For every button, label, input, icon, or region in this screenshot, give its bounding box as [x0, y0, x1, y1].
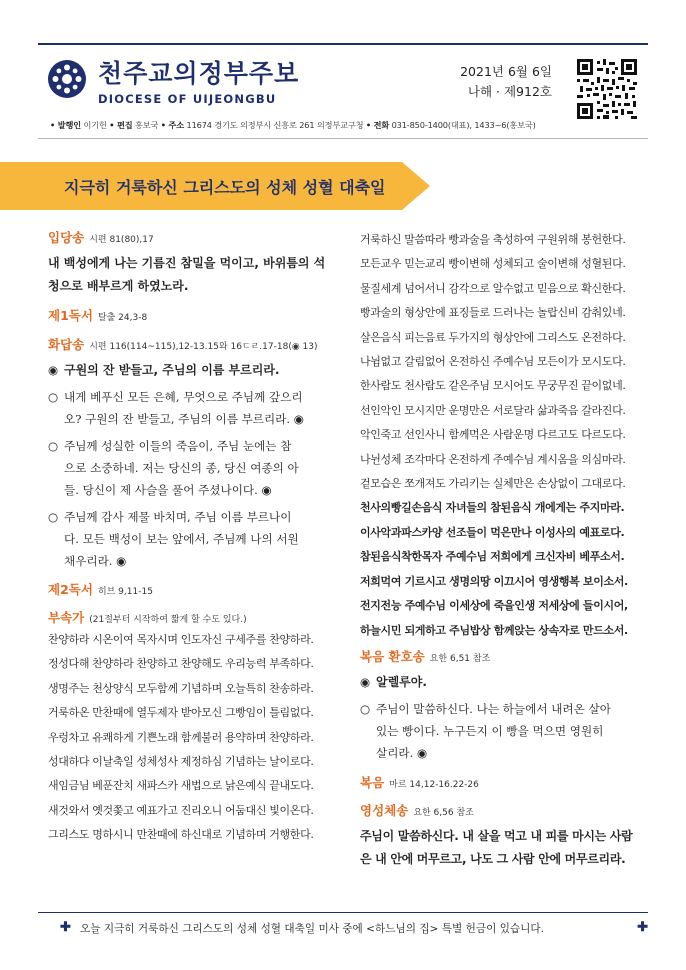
header-separator [38, 138, 648, 139]
sequence-line: 거룩하신 말씀따라 빵과술을 축성하여 구원위해 봉헌한다. [360, 233, 626, 246]
psalm-response: ◉ 구원의 잔 받들고, 주님의 이름 부르리라. [48, 359, 334, 381]
alleluia-heading: 복음 환호송 요한 6,51 참조 [360, 648, 491, 664]
footer-notice [38, 920, 648, 940]
sequence-line: 찬양하라 시온이여 목자시며 인도자신 구세주를 찬양하라. [48, 633, 314, 646]
sequence-line: 새것와서 옛것쫓고 예표가고 진리오니 어둠대신 빛이온다. [48, 803, 314, 817]
response-mark: ◉ [360, 674, 371, 689]
sequence-line: 그리스도 명하시니 만찬때에 하신대로 기념하며 거행한다. [48, 828, 314, 842]
sequence-line: 정성다해 찬양하라 찬양하고 찬양해도 우리능력 부족하다. [48, 657, 314, 671]
gospel-heading: 복음 마르 14,12-16.22-26 [360, 774, 479, 790]
sequence-line: 살은음식 피는음료 두가지의 형상안에 그리스도 온전하다. [360, 330, 626, 344]
sequence-line: 나뉨없고 갈림없어 온전하신 주예수님 모든이가 모시도다. [360, 355, 626, 369]
alleluia-response: ◉ 알렐루야. [360, 671, 642, 693]
psalm-heading: 화답송 시편 116(114~115),12-13.15와 16ㄷㄹ.17-18(◉ 13) [48, 337, 318, 352]
publication-info: • 발행인 이기헌 • 편집 홍보국 • 주소 11674 경기도 의정부시 신흥로 261 의정부교구청 • 전화 031-850-1400(대표), 1433~6(홍보국) [50, 120, 536, 130]
verse-mark: ○ [360, 701, 371, 716]
bulletin-subtitle: DIOCESE OF UIJEONGBU [98, 92, 277, 106]
verse-mark: ○ [48, 390, 59, 404]
verse-mark: ○ [48, 510, 59, 524]
sequence-line: 나뉜성체 조각마다 온전하게 주예수님 계시옴을 의심마라. [360, 452, 626, 466]
sequence-line: 거룩하온 만찬때에 열두제자 받아모신 그빵임이 틀림없다. [48, 706, 314, 720]
sequence-heading: 부속가 (21절부터 시작하여 짧게 할 수도 있다.) [48, 610, 247, 625]
reading1-heading: 제1독서 탈출 24,3-8 [48, 308, 148, 323]
sequence-line: 성대하다 이날축일 성체성사 제정하심 기념하는 날이로다. [48, 755, 314, 769]
sequence-text-right-bold [360, 496, 642, 642]
psalm-verse: ○ 주님께 성실한 이들의 죽음이, 주님 눈에는 참 으로 소중하네. 저는 당신의 종, 당신 여종의 아 들. 당신이 제 사슬을 풀어 주셨나이다. ◉ [48, 435, 334, 501]
left-column [48, 228, 334, 848]
right-column [360, 228, 642, 879]
sequence-text-right [360, 228, 642, 496]
qr-code-icon[interactable] [577, 59, 637, 119]
reading2-heading: 제2독서 히브 9,11-15 [48, 582, 153, 597]
communion-antiphon: 주님이 말씀하신다. 내 살을 먹고 내 피를 마시는 사람 은 내 안에 머무르고, 나도 그 사람 안에 머무르리라. [360, 828, 633, 866]
cross-icon: ✚ [637, 920, 648, 935]
sequence-line: 저희먹여 기르시고 생명의땅 이끄시어 영생행복 보이소서. [360, 574, 628, 588]
sequence-line: 우렁차고 유쾌하게 기쁜노래 함께불러 용약하며 찬양하라. [48, 730, 314, 744]
sequence-line: 이사악과파스카양 선조들이 먹은만나 이성사의 예표로다. [360, 525, 625, 539]
sequence-line: 새임금님 베푼잔치 새파스카 새법으로 낡은예식 끝내도다. [48, 779, 314, 793]
communion-heading: 영성체송 요한 6,56 참조 [360, 802, 474, 818]
footer-text: 오늘 지극히 거룩하신 그리스도의 성체 성혈 대축일 미사 중에 <하느님의 집> 특별 헌금이 있습니다. [80, 923, 545, 935]
entrance-antiphon: 내 백성에게 나는 기름진 참밀을 먹이고, 바위틈의 석 청으로 배부르게 하였노라. [48, 256, 326, 293]
feast-title: 지극히 거룩하신 그리스도의 성체 성혈 대축일 [64, 178, 386, 197]
sequence-line: 빵과술의 형상안에 표징들로 드러나는 놀랍신비 감춰있네. [360, 306, 626, 320]
issue-info [460, 62, 552, 102]
psalm-verse: ○ 주님께 감사 제물 바치며, 주님 이름 부르나이 다. 모든 백성이 보는 앞에서, 주님께 나의 서원 채우리라. ◉ [48, 506, 334, 572]
alleluia-verse: ○ 주님이 말씀하신다. 나는 하늘에서 내려온 살아 있는 빵이다. 누구든지 이 빵을 먹으면 영원히 살리라. ◉ [360, 698, 642, 764]
sequence-line: 천사의빵길손음식 자녀들의 참된음식 개에게는 주지마라. [360, 501, 625, 515]
sequence-line: 선인악인 모시지만 운명만은 서로달라 삶과죽음 갈라진다. [360, 403, 626, 417]
sequence-line: 모든교우 믿는교리 빵이변해 성체되고 술이변해 성혈된다. [360, 257, 626, 271]
sequence-text-left [48, 628, 334, 848]
sequence-line: 전지전능 주예수님 이세상에 죽을인생 저세상에 들이시어, [360, 599, 628, 613]
cross-icon: ✚ [60, 920, 71, 935]
issue-number: 나해 · 제912호 [467, 84, 552, 99]
sequence-line: 물질세계 넘어서니 감각으로 알수없고 믿음으로 확신한다. [360, 281, 626, 295]
entrance-heading: 입당송 시편 81(80),17 [48, 230, 154, 245]
sequence-line: 참된음식착한목자 주예수님 저희에게 크신자비 베푸소서. [360, 550, 625, 564]
verse-mark: ○ [48, 439, 59, 453]
footer-rule [38, 912, 648, 913]
sequence-line: 생명주는 천상양식 모두함께 기념하며 오늘특히 찬송하라. [48, 681, 314, 695]
psalm-verse: ○ 내게 베푸신 모든 은혜, 무엇으로 주님께 갚으리 오? 구원의 잔 받들고, 주님의 이름 부르리라. ◉ [48, 386, 334, 430]
sequence-line: 하늘시민 되게하고 주님밥상 함께앉는 상속자로 만드소서. [360, 623, 628, 637]
sequence-line: 악인죽고 선인사니 함께먹은 사람운명 다르고도 다르도다. [360, 428, 626, 442]
sequence-line: 겉모습은 쪼개져도 가리키는 실체만은 손상없이 그대로다. [360, 477, 626, 491]
diocese-logo-icon [48, 60, 86, 98]
issue-date: 2021년 6월 6일 [460, 64, 552, 79]
sequence-line: 한사람도 천사람도 같은주님 모시어도 무궁무진 끝이없네. [360, 379, 626, 393]
header-top-rule [38, 43, 648, 45]
response-mark: ◉ [48, 363, 59, 377]
bulletin-title: 천주교의정부주보 [98, 59, 300, 88]
